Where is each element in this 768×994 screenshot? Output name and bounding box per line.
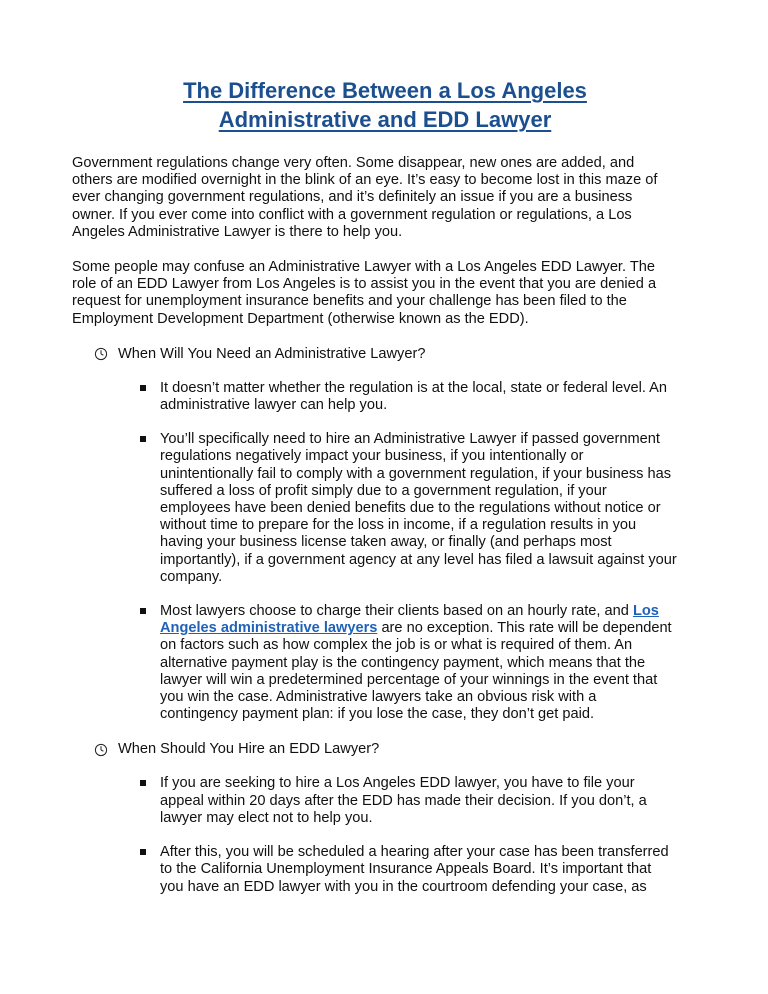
- list-item-text-before-link: Most lawyers choose to charge their clients based on an hourly rate, and: [160, 603, 633, 620]
- title-line-1: The Difference Between a Los Angeles: [183, 78, 587, 103]
- list-item: [72, 844, 698, 896]
- clock-icon: [94, 743, 108, 757]
- list-item: [72, 603, 698, 723]
- section-administrative-lawyer: [72, 346, 698, 724]
- square-bullet-icon: [140, 436, 146, 442]
- intro-paragraph: Government regulations change very often. Some disappear, new ones are added, and others are modified overnight in the blink of an eye. It’s easy to become lost in this maze of ever changing government regulations, and it’s definitely an issue if you are a business owner. If you ever come into conflict with a government regulation or regulations, a Los Angeles Administrative Lawyer is there to help you.: [72, 155, 658, 240]
- square-bullet-icon: [140, 780, 146, 786]
- section-heading: [72, 346, 698, 363]
- section-heading-text: When Will You Need an Administrative Lawyer?: [118, 345, 426, 362]
- list-item-text: You’ll specifically need to hire an Administrative Lawyer if passed government regulations negatively impact your business, if you intentionally or unintentionally fail to comply with a government regulation, if your business has suffered a loss of profit simply due to a government regulation, if your employees have been denied benefits due to the regulations without notice or without time to prepare for the loss in income, if a regulation results in you having your business license taken away, or finally (and perhaps most importantly), if a government agency at any level has filed a lawsuit against your company.: [160, 431, 677, 585]
- list-item-text: [160, 603, 694, 723]
- bullet-list: [72, 775, 698, 895]
- list-item-text: If you are seeking to hire a Los Angeles EDD lawyer, you have to file your appeal within 20 days after the EDD has made their decision. If you don’t, a lawyer may elect not to help you.: [160, 775, 647, 826]
- list-item: [72, 380, 698, 414]
- document-title: [72, 76, 698, 134]
- los-angeles-administrative-lawyers-link[interactable]: Los Angeles administrative lawyers: [160, 603, 659, 637]
- list-item-text-after-link: are no exception. This rate will be dependent on factors such as how complex the job is or what is required of them. An alternative payment play is the contingency payment, which means that the lawyer will win a predetermined percentage of your winnings in the event that you win the case. Administrative lawyers take an obvious risk with a contingency payment plan: if you lose the case, they don’t get paid.: [160, 620, 672, 723]
- list-item-text: It doesn’t matter whether the regulation is at the local, state or federal level. An administrative lawyer can help you.: [160, 379, 668, 414]
- list-item: [72, 775, 698, 827]
- section-heading-text: When Should You Hire an EDD Lawyer?: [118, 741, 380, 758]
- square-bullet-icon: [140, 849, 146, 855]
- section-edd-lawyer: [72, 741, 698, 895]
- list-item-text: After this, you will be scheduled a hearing after your case has been transferred to the California Unemployment Insurance Appeals Board. It’s important that you have an EDD lawyer with you in the courtroom defending your case, as: [160, 844, 669, 895]
- clock-icon: [94, 347, 108, 361]
- square-bullet-icon: [140, 385, 146, 391]
- section-heading: [72, 741, 698, 758]
- square-bullet-icon: [140, 608, 146, 614]
- list-item: [72, 431, 698, 586]
- title-line-2: Administrative and EDD Lawyer: [218, 107, 552, 132]
- comparison-paragraph: Some people may confuse an Administrative Lawyer with a Los Angeles EDD Lawyer. The role of an EDD Lawyer from Los Angeles is to assist you in the event that you are denied a request for unemployment insurance benefits and your challenge has been filed to the Employment Development Department (otherwise known as the EDD).: [72, 259, 657, 327]
- bullet-list: [72, 380, 698, 724]
